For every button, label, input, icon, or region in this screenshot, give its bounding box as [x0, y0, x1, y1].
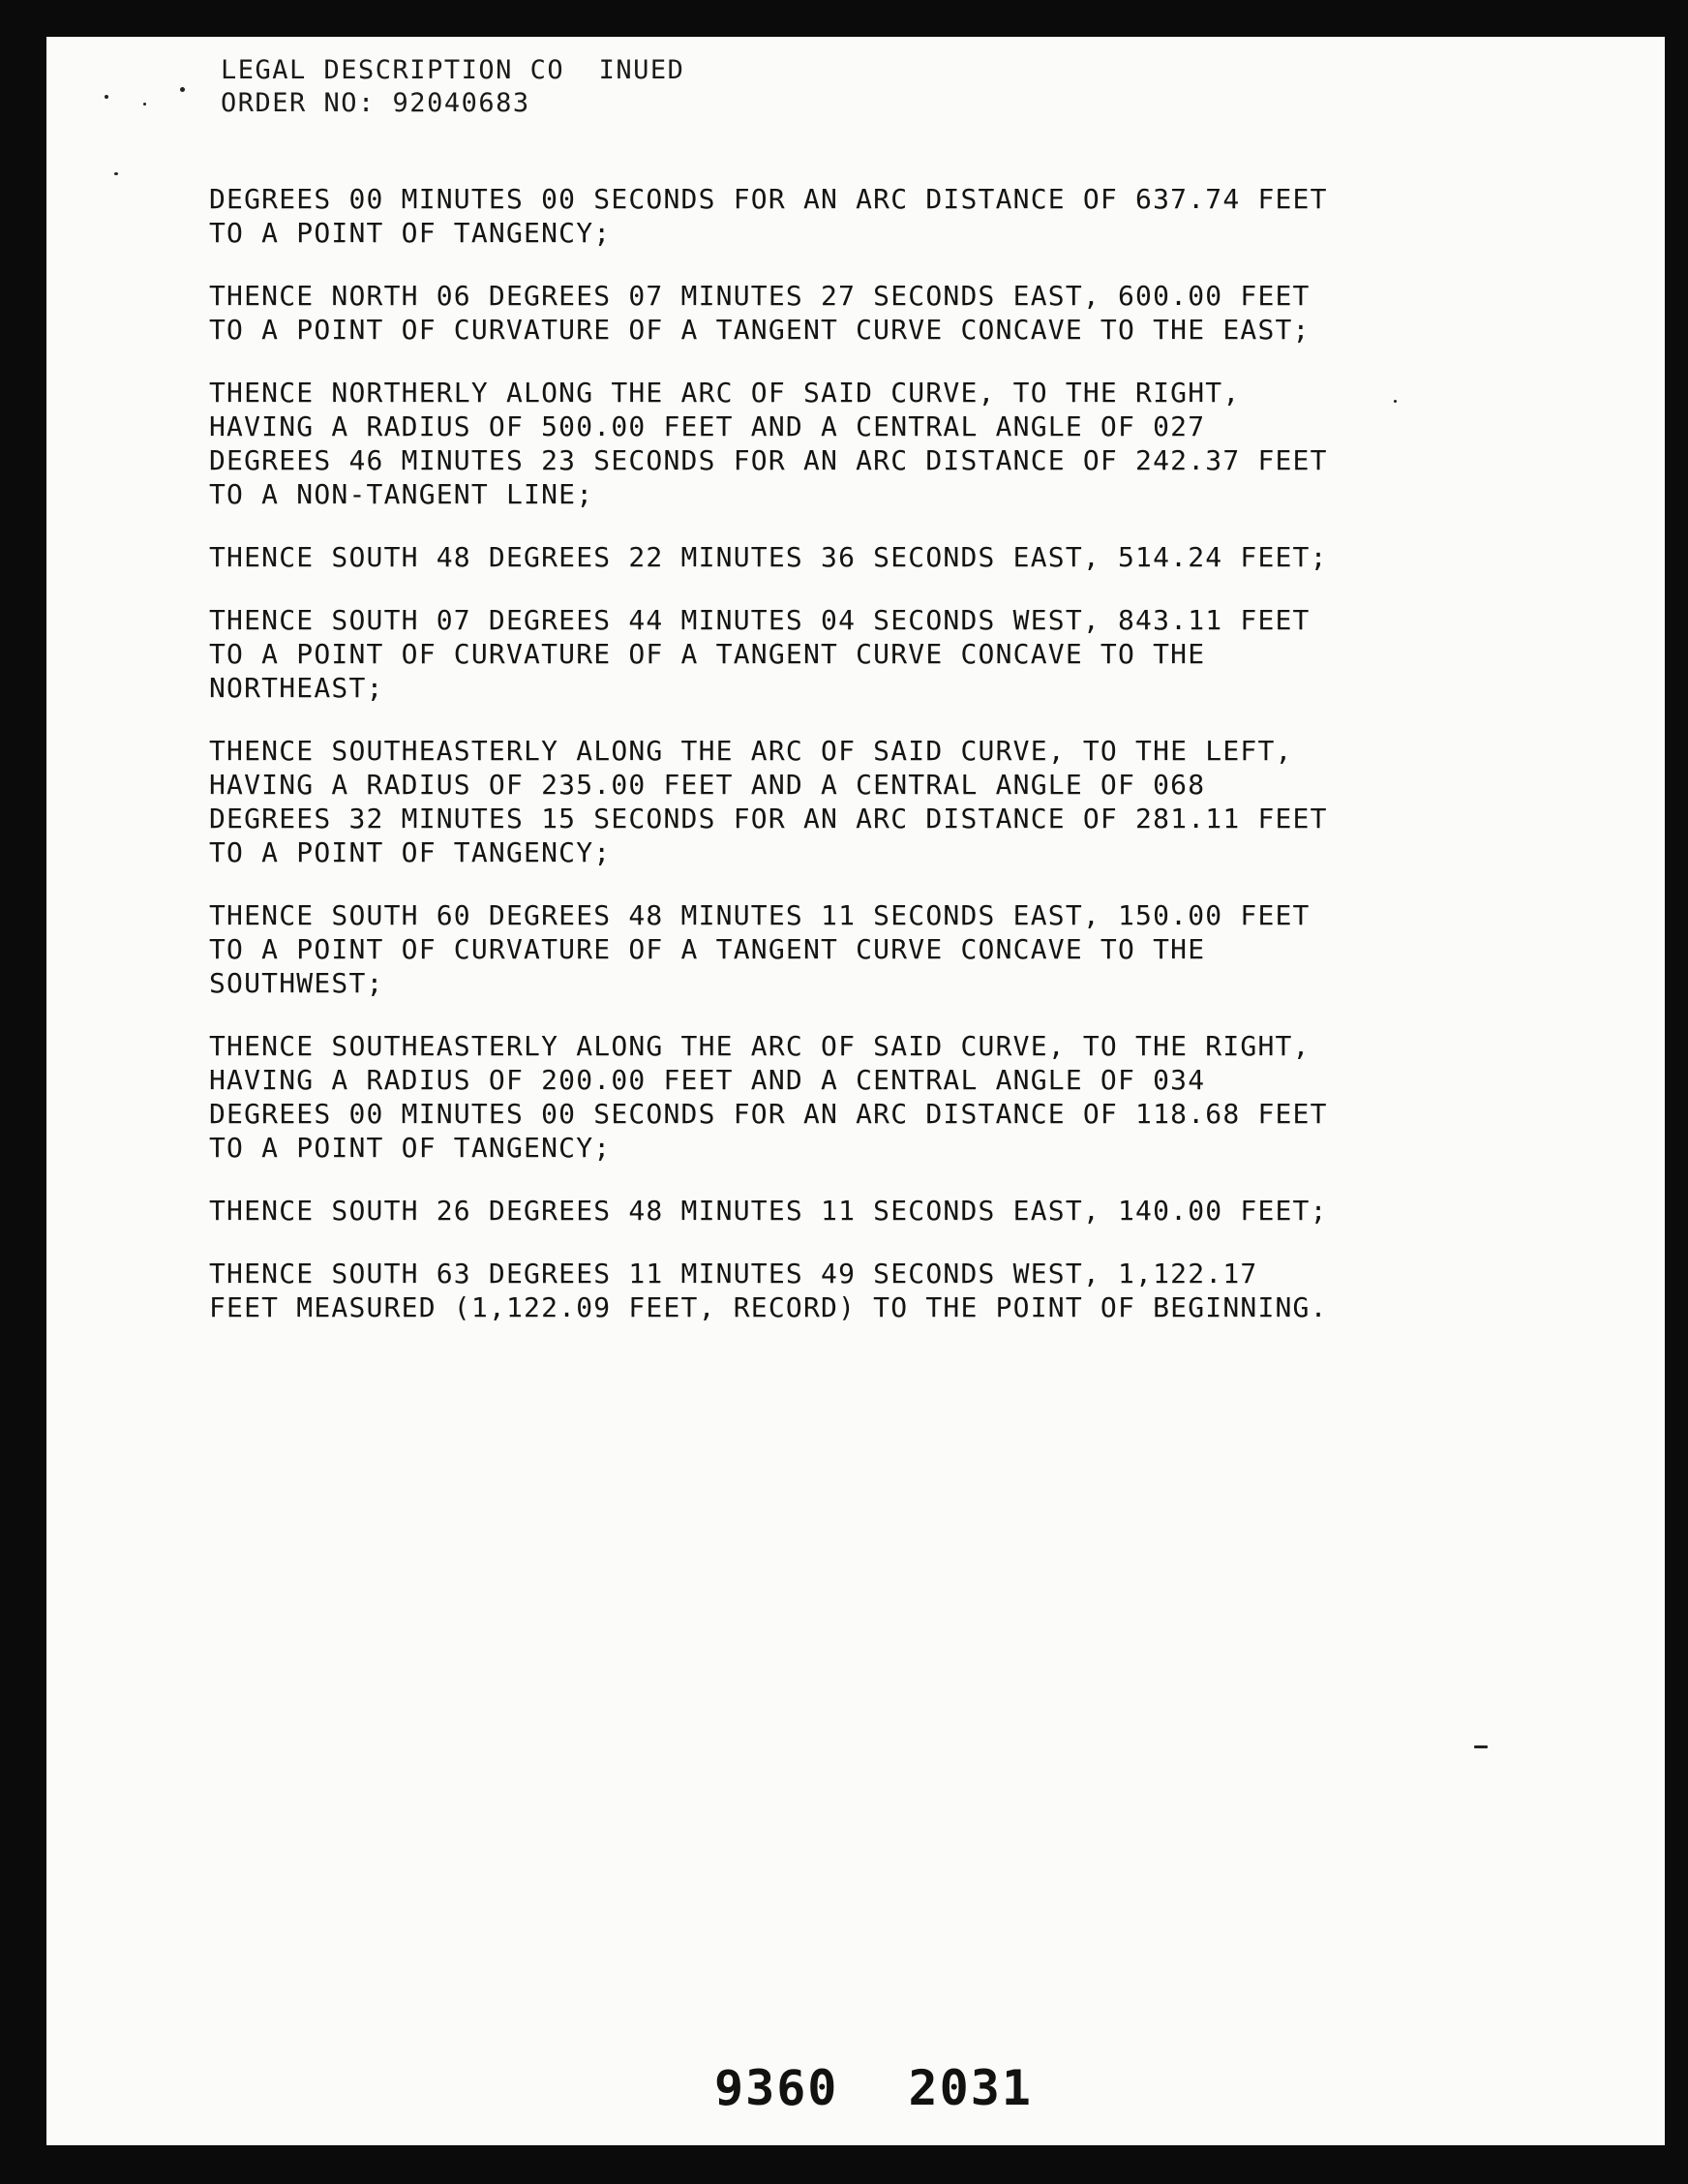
- legal-paragraph: THENCE SOUTH 07 DEGREES 44 MINUTES 04 SECONDS WEST, 843.11 FEET TO A POINT OF CURVATURE OF A TANGENT CURVE CONCAVE TO THE NORTHEAST;: [209, 604, 1311, 704]
- scan-speck: [114, 172, 118, 175]
- scan-speck: [143, 103, 146, 106]
- scan-speck: [1474, 1745, 1488, 1748]
- legal-paragraph: THENCE SOUTHEASTERLY ALONG THE ARC OF SAID CURVE, TO THE LEFT, HAVING A RADIUS OF 235.00 FEET AND A CENTRAL ANGLE OF 068 DEGREES 32 MINUTES 15 SECONDS FOR AN ARC DISTANCE OF 281.11 FEET TO A POINT OF TANGENCY;: [209, 735, 1328, 868]
- order-number: ORDER NO: 92040683: [221, 88, 530, 118]
- legal-paragraph: THENCE NORTH 06 DEGREES 07 MINUTES 27 SECONDS EAST, 600.00 FEET TO A POINT OF CURVATURE OF A TANGENT CURVE CONCAVE TO THE EAST;: [209, 280, 1311, 346]
- document-header: [221, 54, 684, 120]
- header-title: LEGAL DESCRIPTION CO INUED: [221, 55, 685, 85]
- legal-paragraph: THENCE SOUTH 60 DEGREES 48 MINUTES 11 SECONDS EAST, 150.00 FEET TO A POINT OF CURVATURE OF A TANGENT CURVE CONCAVE TO THE SOUTHWEST;: [209, 899, 1311, 999]
- scan-speck: [105, 95, 108, 99]
- document-number: 9360 2031: [714, 2060, 1033, 2116]
- legal-paragraph: THENCE SOUTH 26 DEGREES 48 MINUTES 11 SECONDS EAST, 140.00 FEET;: [209, 1195, 1328, 1227]
- legal-paragraph: THENCE SOUTH 63 DEGREES 11 MINUTES 49 SECONDS WEST, 1,122.17 FEET MEASURED (1,122.09 FEET, RECORD) TO THE POINT OF BEGINNING.: [209, 1258, 1328, 1323]
- legal-paragraph: DEGREES 00 MINUTES 00 SECONDS FOR AN ARC DISTANCE OF 637.74 FEET TO A POINT OF TANGENCY;: [209, 183, 1328, 249]
- legal-paragraph: THENCE NORTHERLY ALONG THE ARC OF SAID CURVE, TO THE RIGHT, HAVING A RADIUS OF 500.00 FEET AND A CENTRAL ANGLE OF 027 DEGREES 46 MINUTES 23 SECONDS FOR AN ARC DISTANCE OF 242.37 FEET TO A NON-TANGENT LINE;: [209, 377, 1328, 510]
- legal-paragraph: THENCE SOUTH 48 DEGREES 22 MINUTES 36 SECONDS EAST, 514.24 FEET;: [209, 541, 1328, 573]
- legal-paragraph: THENCE SOUTHEASTERLY ALONG THE ARC OF SAID CURVE, TO THE RIGHT, HAVING A RADIUS OF 200.00 FEET AND A CENTRAL ANGLE OF 034 DEGREES 00 MINUTES 00 SECONDS FOR AN ARC DISTANCE OF 118.68 FEET TO A POINT OF TANGENCY;: [209, 1030, 1328, 1164]
- legal-description-body: [209, 182, 1506, 1353]
- document-page: [46, 37, 1665, 2145]
- scan-speck: [180, 87, 185, 92]
